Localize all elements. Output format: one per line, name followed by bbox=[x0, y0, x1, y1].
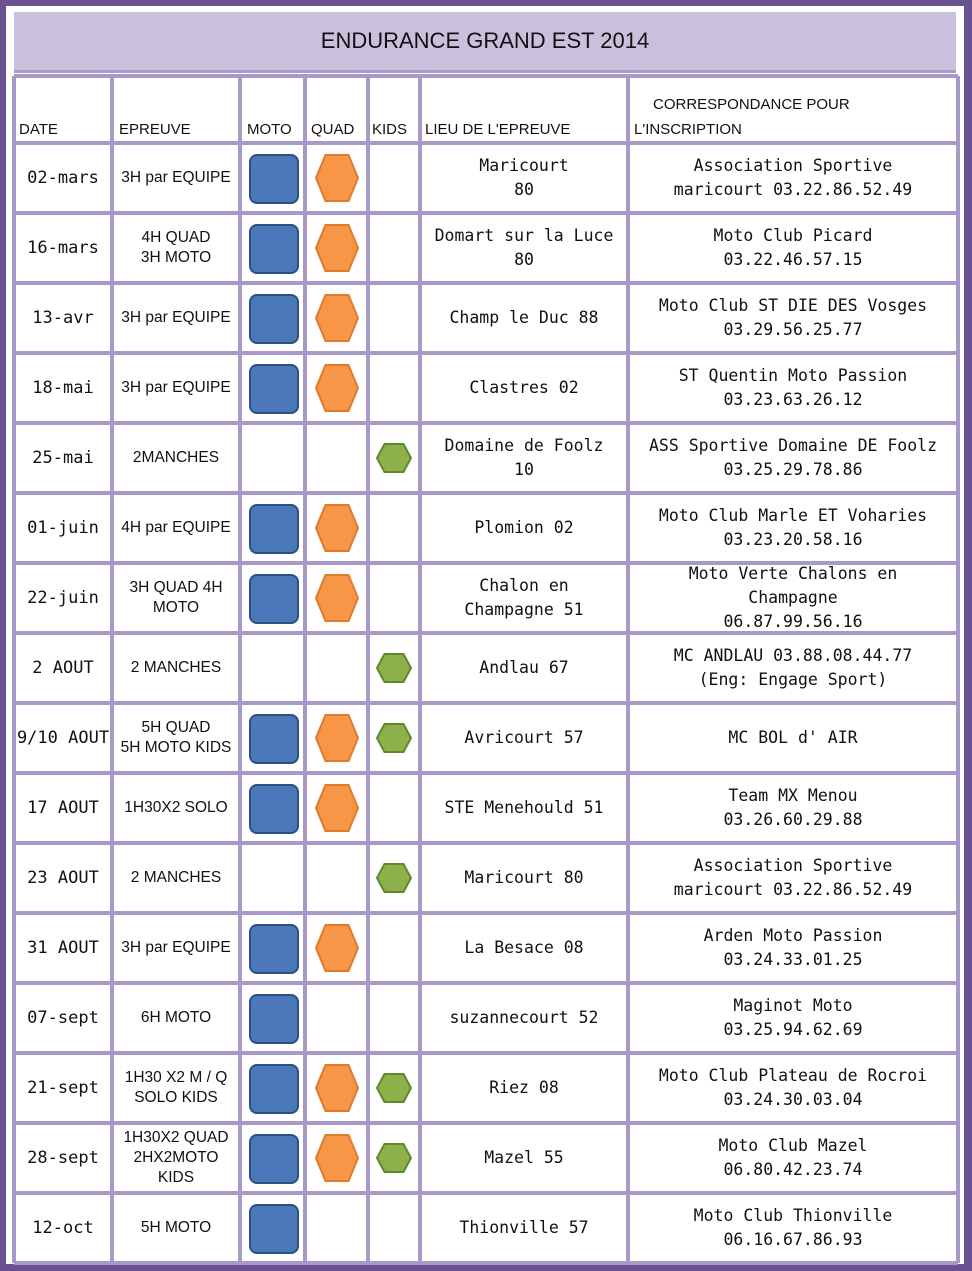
kids-icon bbox=[375, 652, 413, 684]
column-divider bbox=[238, 76, 242, 1263]
quad-icon bbox=[314, 363, 360, 413]
lieu-cell: Riez 08 bbox=[489, 1078, 559, 1097]
epreuve-cell: 4H QUAD 3H MOTO bbox=[140, 229, 212, 266]
date-cell: 23 AOUT bbox=[27, 868, 99, 888]
lieu-cell: Thionville 57 bbox=[459, 1218, 589, 1237]
date-cell: 01-juin bbox=[27, 518, 99, 538]
date-cell: 17 AOUT bbox=[27, 798, 99, 818]
moto-icon bbox=[249, 1064, 299, 1114]
correspondance-cell: Team MX Menou 03.26.60.29.88 bbox=[723, 786, 863, 829]
lieu-cell: Mazel 55 bbox=[484, 1148, 564, 1167]
correspondance-cell: Arden Moto Passion 03.24.33.01.25 bbox=[703, 926, 883, 969]
correspondance-cell: MC BOL d' AIR bbox=[728, 728, 858, 747]
kids-icon bbox=[375, 1072, 413, 1104]
correspondance-cell: Moto Club Mazel 06.80.42.23.74 bbox=[718, 1136, 868, 1179]
date-cell: 16-mars bbox=[27, 238, 99, 258]
epreuve-cell: 3H par EQUIPE bbox=[121, 309, 231, 326]
lieu-cell: Plomion 02 bbox=[474, 518, 574, 537]
quad-icon bbox=[314, 923, 360, 973]
quad-icon bbox=[314, 713, 360, 763]
epreuve-cell: 6H MOTO bbox=[140, 1009, 212, 1026]
lieu-cell: Maricourt 80 bbox=[479, 156, 569, 199]
correspondance-cell: ASS Sportive Domaine DE Foolz 03.25.29.78.86 bbox=[648, 436, 938, 479]
moto-icon bbox=[249, 504, 299, 554]
epreuve-cell: 3H par EQUIPE bbox=[121, 379, 231, 396]
correspondance-cell: Moto Club Plateau de Rocroi 03.24.30.03.04 bbox=[658, 1066, 928, 1109]
moto-icon bbox=[249, 1134, 299, 1184]
kids-icon bbox=[375, 862, 413, 894]
moto-icon bbox=[249, 224, 299, 274]
row-divider bbox=[14, 1261, 958, 1265]
header-correspondance: CORRESPONDANCE POUR bbox=[653, 96, 850, 113]
moto-icon bbox=[249, 294, 299, 344]
epreuve-cell: 3H par EQUIPE bbox=[121, 939, 231, 956]
epreuve-cell: 3H QUAD 4H MOTO bbox=[129, 579, 223, 616]
epreuve-cell: 2 MANCHES bbox=[130, 869, 222, 886]
correspondance-cell: Moto Verte Chalons en Champagne 06.87.99.56.16 bbox=[688, 565, 898, 631]
correspondance-cell: ST Quentin Moto Passion 03.23.63.26.12 bbox=[678, 366, 908, 409]
lieu-cell: Domart sur la Luce 80 bbox=[434, 226, 614, 269]
column-divider bbox=[303, 76, 307, 1263]
date-cell: 9/10 AOUT bbox=[16, 728, 110, 748]
moto-icon bbox=[249, 994, 299, 1044]
correspondance-cell: Association Sportive maricourt 03.22.86.52.49 bbox=[673, 156, 913, 199]
header-moto: MOTO bbox=[247, 121, 292, 138]
quad-icon bbox=[314, 503, 360, 553]
correspondance-cell: Moto Club Marle ET Voharies 03.23.20.58.16 bbox=[658, 506, 928, 549]
date-cell: 28-sept bbox=[27, 1148, 99, 1168]
date-cell: 22-juin bbox=[27, 588, 99, 608]
header-date: DATE bbox=[19, 121, 58, 138]
lieu-cell: Maricourt 80 bbox=[464, 868, 584, 887]
epreuve-cell: 1H30X2 QUAD 2HX2MOTO KIDS bbox=[123, 1129, 229, 1186]
page-title: ENDURANCE GRAND EST 2014 bbox=[14, 12, 956, 73]
lieu-cell: Chalon en Champagne 51 bbox=[464, 576, 584, 619]
header-kids: KIDS bbox=[372, 121, 408, 138]
moto-icon bbox=[249, 1204, 299, 1254]
correspondance-cell: Association Sportive maricourt 03.22.86.52.49 bbox=[673, 856, 913, 899]
quad-icon bbox=[314, 223, 360, 273]
epreuve-cell: 2 MANCHES bbox=[130, 659, 222, 676]
date-cell: 25-mai bbox=[32, 448, 94, 468]
header-lieu: LIEU DE L'EPREUVE bbox=[425, 121, 571, 138]
kids-icon bbox=[375, 1142, 413, 1174]
quad-icon bbox=[314, 153, 360, 203]
lieu-cell: suzannecourt 52 bbox=[449, 1008, 599, 1027]
correspondance-cell: Moto Club Thionville 06.16.67.86.93 bbox=[693, 1206, 893, 1249]
date-cell: 02-mars bbox=[27, 168, 99, 188]
epreuve-cell: 5H MOTO bbox=[140, 1219, 212, 1236]
quad-icon bbox=[314, 1063, 360, 1113]
correspondance-cell: Maginot Moto 03.25.94.62.69 bbox=[723, 996, 863, 1039]
epreuve-cell: 1H30X2 SOLO bbox=[124, 799, 228, 816]
date-cell: 18-mai bbox=[32, 378, 94, 398]
date-cell: 13-avr bbox=[32, 308, 94, 328]
quad-icon bbox=[314, 1133, 360, 1183]
header-epreuve: EPREUVE bbox=[119, 121, 191, 138]
lieu-cell: Champ le Duc 88 bbox=[449, 308, 599, 327]
epreuve-cell: 1H30 X2 M / Q SOLO KIDS bbox=[124, 1069, 228, 1106]
moto-icon bbox=[249, 574, 299, 624]
correspondance-cell: MC ANDLAU 03.88.08.44.77 (Eng: Engage Sport) bbox=[673, 646, 913, 689]
quad-icon bbox=[314, 573, 360, 623]
lieu-cell: Andlau 67 bbox=[479, 658, 569, 677]
epreuve-cell: 3H par EQUIPE bbox=[121, 169, 231, 186]
header-inscription: L'INSCRIPTION bbox=[634, 121, 742, 138]
kids-icon bbox=[375, 442, 413, 474]
date-cell: 31 AOUT bbox=[27, 938, 99, 958]
correspondance-cell: Moto Club ST DIE DES Vosges 03.29.56.25.77 bbox=[658, 296, 928, 339]
kids-icon bbox=[375, 722, 413, 754]
correspondance-cell: Moto Club Picard 03.22.46.57.15 bbox=[713, 226, 873, 269]
quad-icon bbox=[314, 783, 360, 833]
quad-icon bbox=[314, 293, 360, 343]
moto-icon bbox=[249, 784, 299, 834]
epreuve-cell: 5H QUAD 5H MOTO KIDS bbox=[120, 719, 232, 756]
lieu-cell: Clastres 02 bbox=[469, 378, 579, 397]
row-divider bbox=[14, 74, 958, 78]
moto-icon bbox=[249, 154, 299, 204]
moto-icon bbox=[249, 924, 299, 974]
lieu-cell: Domaine de Foolz 10 bbox=[444, 436, 604, 479]
lieu-cell: La Besace 08 bbox=[464, 938, 584, 957]
lieu-cell: Avricourt 57 bbox=[464, 728, 584, 747]
moto-icon bbox=[249, 714, 299, 764]
epreuve-cell: 4H par EQUIPE bbox=[121, 519, 231, 536]
epreuve-cell: 2MANCHES bbox=[132, 449, 220, 466]
column-divider bbox=[366, 76, 370, 1263]
date-cell: 07-sept bbox=[27, 1008, 99, 1028]
date-cell: 12-oct bbox=[32, 1218, 94, 1238]
header-quad: QUAD bbox=[311, 121, 355, 138]
date-cell: 21-sept bbox=[27, 1078, 99, 1098]
date-cell: 2 AOUT bbox=[32, 658, 94, 678]
column-divider bbox=[956, 76, 960, 1263]
lieu-cell: STE Menehould 51 bbox=[444, 798, 604, 817]
moto-icon bbox=[249, 364, 299, 414]
